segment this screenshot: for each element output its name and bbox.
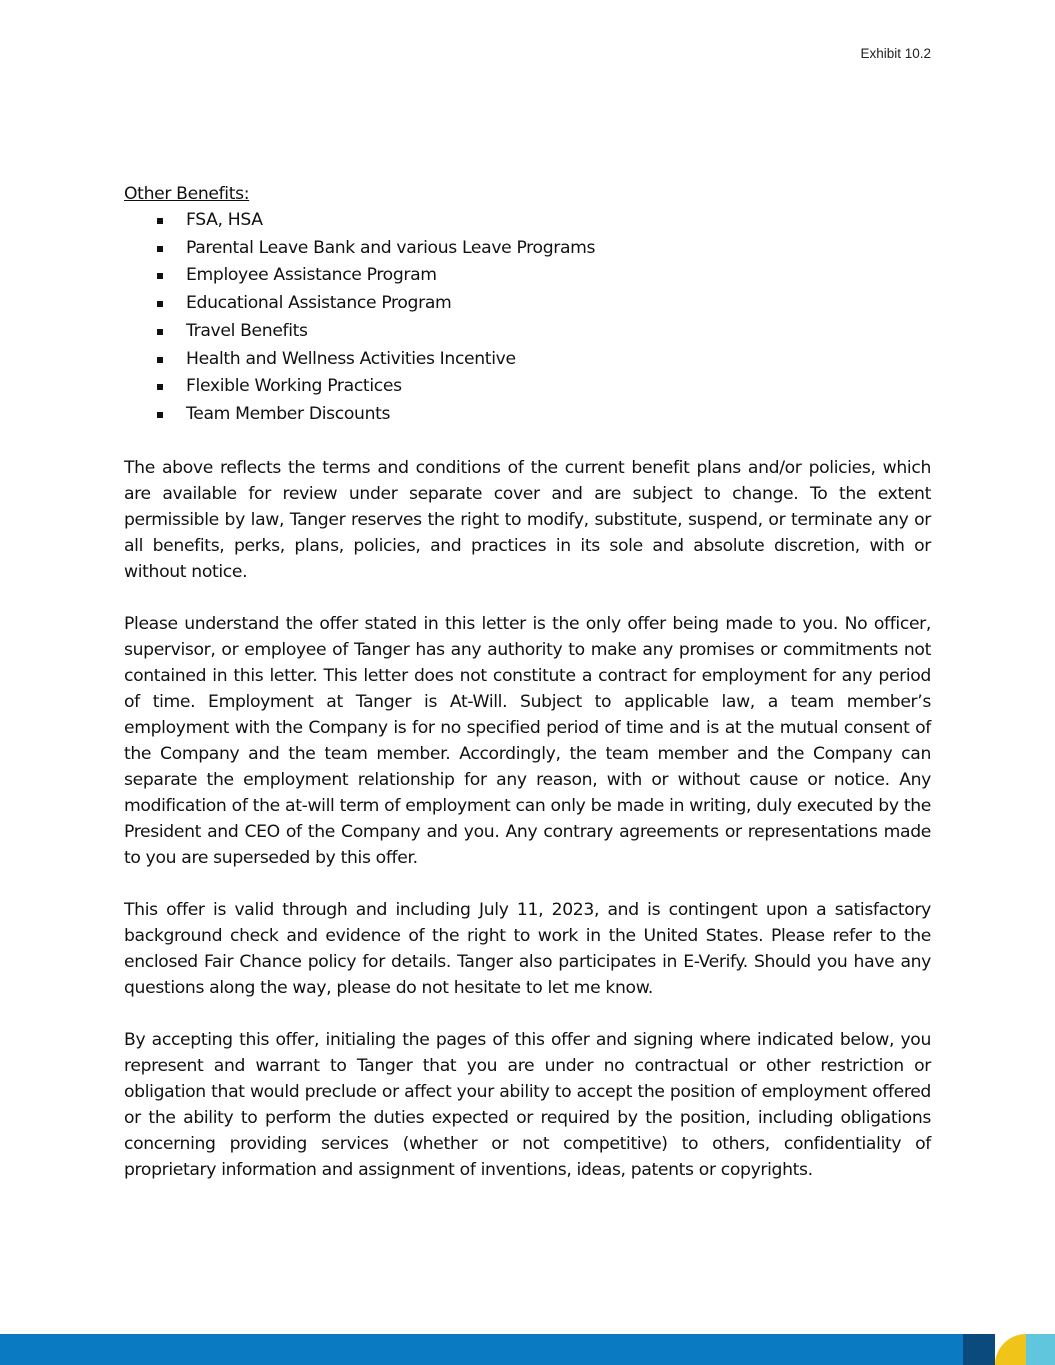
representation-paragraph: By accepting this offer, initialing the pages of this offer and signing where indicated below, you represent and warrant to Tanger that you are under no contractual or other restriction or obligation that would preclude or affect your ability to accept the position of employment offered or the ability to perform the duties expected or required by the position, including obligations concerning providing services (whether or not competitive) to others, confidentiality of proprietary information and assignment of inventions, ideas, patents or copyrights. [124, 1029, 931, 1180]
footer-color-bar [0, 1334, 1055, 1365]
list-item: FSA, HSA [124, 207, 931, 235]
at-will-paragraph: Please understand the offer stated in this letter is the only offer being made to you. No officer, supervisor, or employee of Tanger has any authority to make any promises or commitments not contained in this letter. This letter does not constitute a contract for employment for any period of time. Employment at Tanger is At-Will. Subject to applicable law, a team member’s employment with the Company is for no specified period of time and is at the mutual consent of the Company and the team member. Accordingly, the team member and the Company can separate the employment relationship for any reason, with or without cause or notice. Any modification of the at-will term of employment can only be made in writing, duly executed by the President and CEO of the Company and you. Any contrary agreements or representations made to you are superseded by this offer. [124, 613, 931, 868]
footer-navy-block [963, 1334, 995, 1365]
list-item: Employee Assistance Program [124, 262, 931, 290]
benefits-disclaimer-paragraph: The above reflects the terms and conditions of the current benefit plans and/or policies, which are available for review under separate cover and are subject to change. To the extent permissible by law, Tanger reserves the right to modify, substitute, suspend, or terminate any or all benefits, perks, plans, policies, and practices in its sole and absolute discretion, with or without notice. [124, 457, 931, 582]
other-benefits-heading: Other Benefits: [124, 184, 250, 204]
list-item: Flexible Working Practices [124, 373, 931, 401]
list-item: Educational Assistance Program [124, 290, 931, 318]
exhibit-label: Exhibit 10.2 [860, 46, 931, 61]
footer-cyan-block [1026, 1334, 1055, 1365]
list-item: Travel Benefits [124, 318, 931, 346]
benefits-list [124, 207, 931, 429]
list-item: Parental Leave Bank and various Leave Programs [124, 235, 931, 263]
offer-validity-paragraph: This offer is valid through and including July 11, 2023, and is contingent upon a satisfactory background check and evidence of the right to work in the United States. Please refer to the enclosed Fair Chance policy for details. Tanger also participates in E-Verify. Should you have any questions along the way, please do not hesitate to let me know. [124, 899, 931, 998]
list-item: Health and Wellness Activities Incentive [124, 346, 931, 374]
footer-blue-band [0, 1334, 963, 1365]
letter-body [124, 181, 931, 1209]
list-item: Team Member Discounts [124, 401, 931, 429]
footer-yellow-quarter-circle [995, 1334, 1026, 1365]
